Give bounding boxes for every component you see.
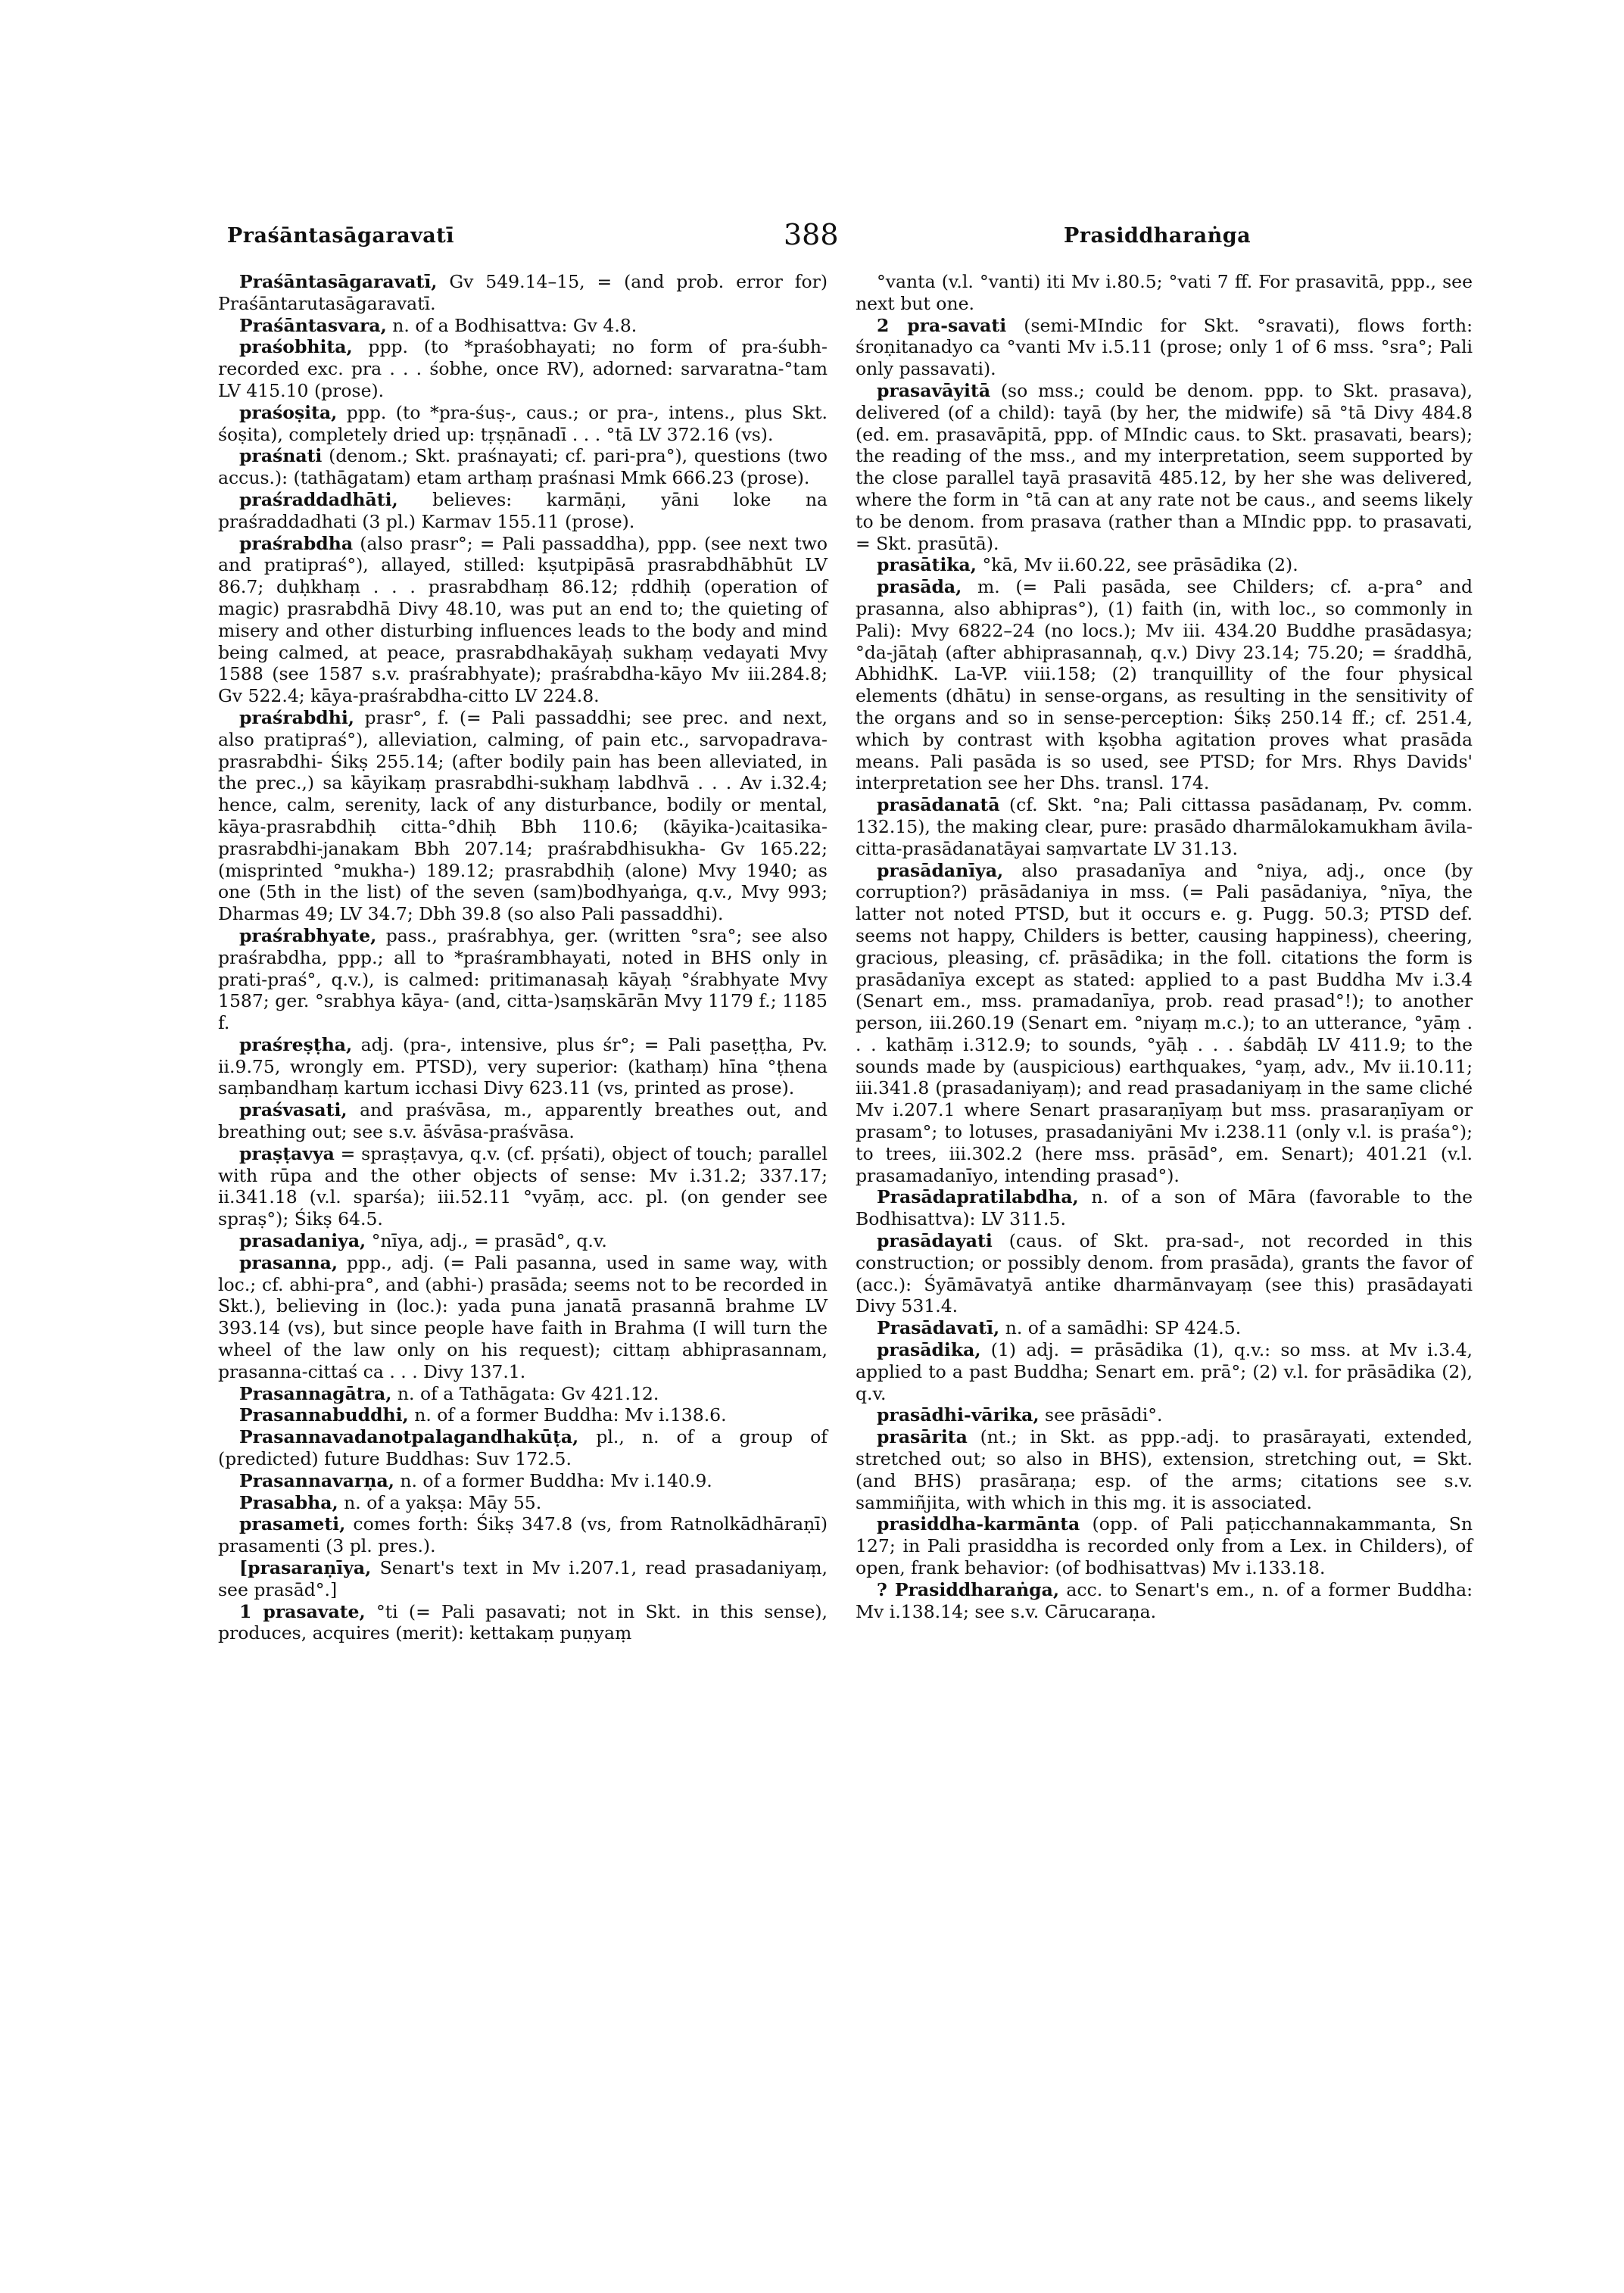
entry-headword: Prasannavarṇa, — [239, 1469, 394, 1491]
dictionary-entry — [856, 1317, 1473, 1339]
entry-text: comes forth: Śikṣ 347.8 (vs, from Ratnolkādhāraṇī) prasamenti (3 pl. pres.). — [218, 1513, 828, 1557]
right-column — [856, 271, 1473, 1622]
dictionary-entry — [218, 533, 828, 707]
entry-headword: Prasādavatī, — [877, 1317, 1000, 1339]
entry-text: (so mss.; could be denom. ppp. to Skt. prasava), delivered (of a child): tayā (by her, the midwife) sā °tā Divy 484.8 (ed. em. prasavāpitā, ppp. of MIndic caus. to Skt. prasavati, bears); the reading of the mss., and my interpretation, seem supported by the close parallel tayā prasavitā 485.12, by her she was delivered, where the form in °tā can at any rate not be caus., and seems likely to be denom. from prasava (rather than a MIndic ppp. to prasavati, = Skt. prasūtā). — [856, 379, 1473, 554]
entry-text: pass., praśrabhya, ger. (written °sra°; see also praśrabdha, ppp.; all to *praśrambhayati, noted in BHS only in prati-praś°, q.v.), is calmed: pritimanasaḥ kāyaḥ °śrabhyate Mvy 1587; ger. °srabhya kāya- (and, citta-)saṃskārān Mvy 1179 f.; 1185 f. — [218, 924, 828, 1034]
entry-headword: Prasannagātra, — [239, 1382, 392, 1404]
entry-text: (semi-MIndic for Skt. °sravati), flows forth: śroṇitanadyo ca °vanti Mv i.5.11 (prose; only 1 of 6 mss. °sra°; Pali only passavati). — [856, 314, 1473, 380]
dictionary-entry — [218, 489, 828, 533]
entry-text: Gv 549.14–15, = (and prob. error for) Praśāntarutasāgaravatī. — [218, 271, 828, 314]
entry-headword: prasadaniya, — [239, 1230, 366, 1252]
entry-headword: prasādayati — [877, 1230, 993, 1252]
dictionary-entry — [856, 1513, 1473, 1578]
dictionary-entry — [218, 1143, 828, 1230]
entry-headword: prasātika, — [877, 554, 977, 576]
running-header — [0, 218, 1624, 263]
entry-text: n. of a former Buddha: Mv i.140.9. — [394, 1469, 712, 1491]
entry-headword: Prasannabuddhi, — [239, 1404, 409, 1426]
dictionary-entry — [856, 1579, 1473, 1623]
entry-headword: Prasannavadanotpalagandhakūṭa, — [239, 1426, 579, 1448]
entry-text: = spraṣṭavya, q.v. (cf. pṛśati), object of touch; parallel with rūpa and the other objects of sense: Mv i.31.2; 337.17; ii.341.18 (v.l. sparśa); iii.52.11 °vyāṃ, acc. pl. (on gender see spraṣ°); Śikṣ 64.5. — [218, 1142, 828, 1230]
entry-headword: praśoṣita, — [239, 401, 338, 423]
dictionary-entry — [218, 336, 828, 401]
entry-text: n. of a son of Māra (favorable to the Bodhisattva): LV 311.5. — [856, 1186, 1473, 1230]
entry-headword: Prasabha, — [239, 1491, 338, 1513]
entry-text: °nīya, adj., = prasād°, q.v. — [366, 1230, 607, 1252]
dictionary-entry — [218, 707, 828, 925]
entry-text: adj. (pra-, intensive, plus śr°; = Pali paseṭṭha, Pv. ii.9.75, wrongly em. PTSD), very superior: (kathaṃ) hīna °ṭhena saṃbandhaṃ kartum icchasi Divy 623.11 (vs, printed as prose). — [218, 1033, 828, 1099]
dictionary-entry — [218, 1230, 828, 1252]
entry-text: ppp., adj. (= Pali pasanna, used in same way, with loc.; cf. abhi-pra°, and (abhi-) prasāda; seems not to be recorded in Skt.), believing in (loc.): yada puna janatā prasannā brahme LV 393.14 (vs), but since people have faith in Brahma (I will turn the wheel of the law only on his request); cittaṃ abhiprasannam, prasanna-cittaś ca . . . Divy 137.1. — [218, 1251, 828, 1382]
entry-headword: 2 pra-savati — [877, 314, 1007, 336]
entry-text: n. of a yakṣa: Māy 55. — [338, 1491, 542, 1513]
entry-text: ppp. (to *praśobhayati; no form of pra-śubh- recorded exc. pra . . . śobhe, once RV), adorned: sarvaratna-°tam LV 415.10 (prose). — [218, 336, 828, 401]
dictionary-entry — [856, 576, 1473, 794]
dictionary-entry — [218, 1470, 828, 1492]
entry-headword: prasārita — [877, 1426, 968, 1448]
entry-text: see prāsādi°. — [1039, 1404, 1163, 1426]
entry-text: also prasadanīya and °niya, adj., once (by corruption?) prāsādaniya in mss. (= Pali pasādaniya, °nīya, the latter not noted PTSD, but it occurs e. g. Pugg. 50.3; PTSD def. seems not happy, Childers is better, causing happiness), cheering, gracious, pleasing, cf. prāsādika; in the foll. citations the form is prasādanīya except as stated: applied to a past Buddha Mv i.3.4 (Senart em., mss. pramadanīya, prob. read prasad°!); to another person, iii.260.19 (Senart em. °niyaṃ m.c.); to an utterance, °yāṃ . . . kathāṃ i.312.9; to sounds, °yāḥ . . . śabdāḥ LV 411.9; to the sounds made by (auspicious) earthquakes, °yaṃ, adv., Mv ii.10.11; iii.341.8 (prasadaniyaṃ); and read prasadaniyaṃ in the same cliché Mv i.207.1 where Senart prasaraṇīyaṃ but mss. prasaraṇīyam or prasam°; to lotuses, prasadaniyāni Mv i.238.11 (only v.l. is praśa°); to trees, iii.302.2 (here mss. prāsād°, em. Senart); 401.21 (v.l. prasamadanīyo, intending prasad°). — [856, 859, 1473, 1186]
entry-headword: Prasādapratilabdha, — [877, 1186, 1079, 1208]
entry-text: n. of a Tathāgata: Gv 421.12. — [391, 1382, 659, 1404]
dictionary-entry — [218, 1557, 828, 1601]
entry-headword: praśnati — [239, 445, 323, 467]
left-column — [218, 271, 828, 1644]
dictionary-entry — [218, 271, 828, 315]
entry-text: (nt.; in Skt. as ppp.-adj. to prasārayati, extended, stretched out; so also in BHS), extension, stretching out, = Skt. (and BHS) prasāraṇa; esp. of the arms; citations see s.v. sammiñjita, with which in this mg. it is associated. — [856, 1426, 1473, 1513]
dictionary-entry — [218, 1426, 828, 1470]
entry-headword: praśrabhyate, — [239, 924, 377, 946]
entry-text: Senart's text in Mv i.207.1, read prasadaniyaṃ, see prasād°.] — [218, 1557, 828, 1600]
dictionary-entry — [218, 925, 828, 1034]
entry-text: (opp. of Pali paṭicchannakammanta, Sn 127; in Pali prasiddha is recorded only from a Lex. in Childers), of open, frank behavior: (of bodhisattvas) Mv i.133.18. — [856, 1513, 1473, 1579]
dictionary-entry — [218, 1404, 828, 1426]
entry-text: prasr°, f. (= Pali passaddhi; see prec. and next, also pratipraś°), alleviation, calming, of pain etc., sarvopadrava-prasrabdhi- Śikṣ 255.14; (after bodily pain has been alleviated, in the prec.,) sa kāyikaṃ prasrabdhi-sukhaṃ labdhvā . . . Av i.32.4; hence, calm, serenity, lack of any disturbance, bodily or mental, kāya-prasrabdhiḥ citta-°dhiḥ Bbh 110.6; (kāyika-)caitasika-prasrabdhi-janakam Bbh 207.14; praśrabdhisukha- Gv 165.22; (misprinted °mukha-) 189.12; prasrabdhiḥ (alone) Mvy 1940; as one (5th in the list) of the seven (sam)bodhyaṅga, q.v., Mvy 993; Dharmas 49; LV 34.7; Dbh 39.8 (so also Pali passaddhi). — [218, 706, 828, 925]
entry-headword: praśrabdhi, — [239, 706, 354, 728]
dictionary-entry — [856, 794, 1473, 859]
entry-text: n. of a former Buddha: Mv i.138.6. — [408, 1404, 727, 1426]
entry-text: n. of a samādhi: SP 424.5. — [999, 1317, 1242, 1339]
entry-text: °kā, Mv ii.60.22, see prāsādika (2). — [976, 554, 1298, 576]
dictionary-entry — [218, 1252, 828, 1383]
entry-headword: praśobhita, — [239, 336, 353, 358]
dictionary-entry — [218, 1099, 828, 1143]
dictionary-entry — [856, 271, 1473, 315]
dictionary-entry — [856, 554, 1473, 576]
dictionary-entry — [218, 1601, 828, 1645]
entry-text: ppp. (to *pra-śuṣ-, caus.; or pra-, intens., plus Skt. śoṣita), completely dried up: tṛṣṇānadī . . . °tā LV 372.16 (vs). — [218, 401, 828, 445]
entry-headword: prasiddha-karmānta — [877, 1513, 1080, 1535]
header-left-guideword: Praśāntasāgaravatī — [227, 224, 455, 248]
dictionary-entry — [218, 1492, 828, 1514]
entry-headword: praśvasati, — [239, 1099, 348, 1121]
entry-text: (also prasr°; = Pali passaddha), ppp. (see next two and pratipraś°), allayed, stilled: kṣutpipāsā prasrabdhābhūt LV 86.7; duḥkhaṃ . . . prasrabdhaṃ 86.12; ṛddhiḥ (operation of magic) prasrabdhā Divy 48.10, was put an end to; the quieting of misery and other disturbing influences leads to the body and mind being calmed, at peace, prasrabdhakāyaḥ sukhaṃ vedayati Mvy 1588 (see 1587 s.v. praśrabhyate); praśrabdha-kāyo Mv iii.284.8; Gv 522.4; kāya-praśrabdha-citto LV 224.8. — [218, 532, 828, 707]
dictionary-entry — [218, 1034, 828, 1099]
entry-headword: prasameti, — [239, 1513, 346, 1535]
page-number: 388 — [784, 218, 839, 251]
entry-text: (cf. Skt. °na; Pali cittassa pasādanaṃ, Pv. comm. 132.15), the making clear, pure: prasādo dharmālokamukham āvila-citta-prasādanatāyai saṃvartate LV 31.13. — [856, 794, 1473, 859]
entry-text: (denom.; Skt. praśnayati; cf. pari-pra°), questions (two accus.): (tathāgatam) etam arthaṃ praśnasi Mmk 666.23 (prose). — [218, 445, 828, 489]
dictionary-entry — [856, 1339, 1473, 1404]
entry-text: n. of a Bodhisattva: Gv 4.8. — [386, 314, 637, 336]
dictionary-entry — [218, 1383, 828, 1405]
dictionary-entry — [218, 315, 828, 337]
entry-headword: ? Prasiddharaṅga, — [877, 1578, 1060, 1600]
entry-text: (caus. of Skt. pra-sad-, not recorded in this construction; or possibly denom. from prasāda), grants the favor of (acc.): Śyāmāvatyā antike dharmānvayaṃ (see this) prasādayati Divy 531.4. — [856, 1230, 1473, 1317]
header-right-guideword: Prasiddharaṅga — [1064, 224, 1252, 248]
dictionary-entry — [856, 1230, 1473, 1317]
dictionary-entry — [856, 860, 1473, 1187]
dictionary-entry — [856, 1426, 1473, 1513]
entry-headword: Praśāntasāgaravatī, — [239, 271, 438, 292]
entry-text: m. (= Pali pasāda, see Childers; cf. a-pra° and prasanna, also abhipras°), (1) faith (in, with loc., so commonly in Pali): Mvy 6822–24 (no locs.); Mv iii. 434.20 Buddhe prasādasya; °da-jātaḥ (after abhiprasannaḥ, q.v.) Divy 23.14; 75.20; = śraddhā, AbhidhK. La-VP. viii.158; (2) tranquillity of the four physical elements (dhātu) in sense-organs, as resulting in the sensitivity of the organs and so in sense-perception: Śikṣ 250.14 ff.; cf. 251.4, which by contrast with kṣobha agitation proves what prasāda means. Pali pasāda is so used, see PTSD; for Mrs. Rhys Davids' interpretation see her Dhs. transl. 174. — [856, 576, 1473, 794]
entry-headword: prasāda, — [877, 576, 962, 598]
entry-headword: prasādanīya, — [877, 859, 1004, 881]
dictionary-entry — [856, 315, 1473, 380]
dictionary-entry — [218, 402, 828, 446]
entry-headword: prasanna, — [239, 1251, 338, 1273]
dictionary-entry — [856, 1186, 1473, 1230]
entry-headword: 1 prasavate, — [239, 1600, 366, 1622]
entry-text: acc. to Senart's em., n. of a former Buddha: Mv i.138.14; see s.v. Cārucaraṇa. — [856, 1578, 1473, 1622]
entry-text: believes: karmāṇi, yāni loke na praśraddadhati (3 pl.) Karmav 155.11 (prose). — [218, 488, 828, 532]
entry-text: and praśvāsa, m., apparently breathes out, and breathing out; see s.v. āśvāsa-praśvāsa. — [218, 1099, 828, 1143]
entry-headword: [prasaraṇīya, — [239, 1557, 372, 1579]
dictionary-entry — [218, 1513, 828, 1557]
entry-headword: praśreṣṭha, — [239, 1033, 353, 1055]
entry-text: (1) adj. = prāsādika (1), q.v.: so mss. at Mv i.3.4, applied to a past Buddha; Senart em. prā°; (2) v.l. for prāsādika (2), q.v. — [856, 1339, 1473, 1404]
dictionary-entry — [856, 380, 1473, 554]
entry-headword: praśrabdha — [239, 532, 354, 554]
entry-headword: prasādhi-vārika, — [877, 1404, 1040, 1426]
entry-text: °ti (= Pali pasavati; not in Skt. in this sense), produces, acquires (merit): kettakaṃ puṇyaṃ — [218, 1600, 828, 1644]
entry-headword: Praśāntasvara, — [239, 314, 387, 336]
entry-headword: praśraddadhāti, — [239, 488, 398, 510]
entry-text: °vanta (v.l. °vanti) iti Mv i.80.5; °vati 7 ff. For prasavitā, ppp., see next but one. — [856, 271, 1473, 314]
entry-text: pl., n. of a group of (predicted) future Buddhas: Suv 172.5. — [218, 1426, 828, 1470]
entry-headword: prasādika, — [877, 1339, 981, 1361]
entry-headword: prasādanatā — [877, 794, 1000, 816]
dictionary-entry — [856, 1404, 1473, 1426]
entry-headword: prasavāyitā — [877, 379, 991, 401]
entry-headword: praṣṭavya — [239, 1142, 335, 1164]
dictionary-entry — [218, 445, 828, 489]
